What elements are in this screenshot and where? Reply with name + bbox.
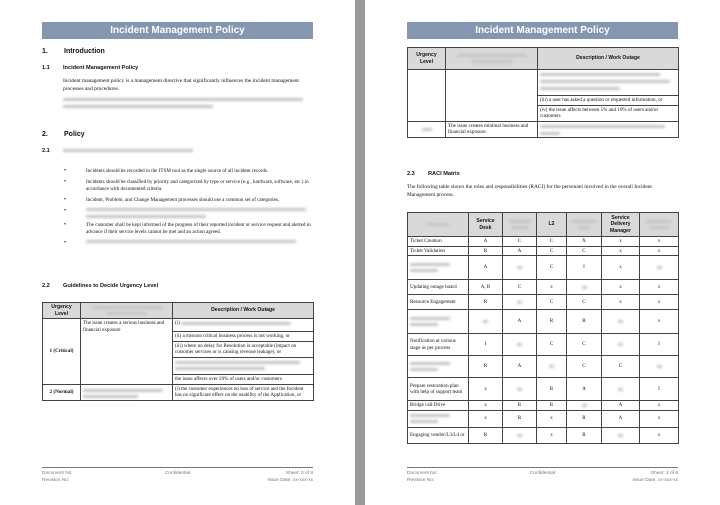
list-item: • Incidents should be recorded in the ITSM tool as the single source of all incident records. xyxy=(62,168,314,175)
table-header-description: Description / Work Outage xyxy=(538,48,679,70)
raci-header-redacted xyxy=(503,213,537,237)
raci-value-cell: C xyxy=(567,356,602,378)
raci-value-cell: R xyxy=(567,410,602,427)
raci-value-cell xyxy=(503,295,537,310)
raci-value-cell xyxy=(567,401,602,411)
raci-value-cell: C xyxy=(537,237,567,247)
raci-value-cell xyxy=(503,256,537,280)
raci-value-cell: R xyxy=(469,356,503,378)
raci-value-cell: A xyxy=(567,378,602,401)
raci-header-service-delivery-manager: Service Delivery Manager xyxy=(602,213,640,237)
raci-value-cell: R xyxy=(469,246,503,256)
raci-value-cell: x xyxy=(640,280,679,295)
table-header-redacted xyxy=(446,48,538,70)
raci-value-cell: A xyxy=(469,256,503,280)
raci-value-cell: R xyxy=(537,310,567,334)
raci-value-cell: R xyxy=(469,295,503,310)
list-item: • Incidents should be classified by priority and categorized by type or service (e.g., hardware, software, etc.) in accordance with documented criteria. xyxy=(62,179,314,193)
raci-value-cell xyxy=(602,378,640,401)
page-footer: Document No: Revision No: Confidential Sheet: 4 of 8 Issue Date: xx-xxx-xx xyxy=(407,467,678,484)
raci-value-cell: x xyxy=(602,237,640,247)
raci-value-cell: I xyxy=(640,334,679,356)
list-item-redacted xyxy=(62,208,314,218)
raci-value-cell: x xyxy=(602,280,640,295)
raci-value-cell: x xyxy=(640,401,679,411)
raci-value-cell: A xyxy=(503,246,537,256)
raci-value-cell: x xyxy=(537,280,567,295)
raci-value-cell: x xyxy=(469,401,503,411)
raci-value-cell xyxy=(602,427,640,443)
raci-row xyxy=(408,427,679,443)
impact-cell-redacted xyxy=(81,384,173,400)
raci-row xyxy=(408,246,679,256)
redacted-paragraph xyxy=(63,98,313,108)
page-title-banner: Incident Management Policy xyxy=(407,22,678,39)
raci-value-cell xyxy=(602,334,640,356)
raci-value-cell xyxy=(503,334,537,356)
intro-paragraph: Incident management policy is a management directive that significantly influences the incident management processes and procedures. xyxy=(63,78,299,92)
impact-cell: The issue creates a serious business and financial exposure xyxy=(81,319,173,384)
document-page-3: Incident Management Policy 1. Introduction 1.1 Incident Management Policy Incident management policy is a management directive that significantly influences the incident management processes and procedures. 2. Policy 2.1 • Incidents should be recorded in the ITSM tool as the single source of all incident records. • Incidents should be classified by priority and categorized by type or service (e.g., hardware, software, etc.) in accordance with documented criteria. • Incident, Problem, and Change Management processes should use a common set of categories. • • The customer shall be kept informed of the progress of their reported incident or service request and alerted in advance if their service levels cannot be met and an action agreed. • 2.2 Guidelines to Decide Urgency Level Urgency Level Description / Work Outage 1 (Critical) The issue creates a serious business and financial exposure (i) (ii) a mission critical business process is not working, or (iii) where no delay for Resolution is acceptable (impact on customer services or is causing revenue leakage), or the issue affects over 20% of users and/or customers 2 (Normal) (i) the customer experiences no loss of service and the Incident has no significant effect on the usability of the Application, or Document No: Revision No: Confidential Sheet: 3 of 8 Issue Date: xx-xxx-xx xyxy=(0,0,355,505)
raci-activity-cell: Prepare restoration plan with help of support team xyxy=(408,378,469,401)
raci-value-cell: I xyxy=(567,256,602,280)
raci-value-cell: x xyxy=(537,427,567,443)
impact-cell: The issue creates minimal business and financial exposure. xyxy=(446,121,538,137)
raci-value-cell: C xyxy=(537,334,567,356)
raci-row xyxy=(408,401,679,411)
raci-value-cell xyxy=(537,356,567,378)
raci-value-cell: R xyxy=(503,410,537,427)
page-footer: Document No: Revision No: Confidential Sheet: 3 of 8 Issue Date: xx-xxx-xx xyxy=(42,467,313,484)
raci-value-cell xyxy=(469,310,503,334)
table-row xyxy=(408,70,679,96)
raci-header-activity xyxy=(408,213,469,237)
raci-value-cell xyxy=(640,356,679,378)
raci-value-cell: X xyxy=(567,237,602,247)
raci-header-service-desk: Service Desk xyxy=(469,213,503,237)
raci-value-cell: C xyxy=(503,280,537,295)
page-title-banner: Incident Management Policy xyxy=(42,22,313,39)
raci-value-cell: I xyxy=(469,334,503,356)
page-gutter xyxy=(355,0,365,505)
urgency-level-cell: 2 (Normal) xyxy=(43,384,81,400)
description-cell: (iii) where no delay for Resolution is acceptable (impact on customer services or is causing revenue leakage), or xyxy=(173,341,314,357)
raci-value-cell: x xyxy=(469,378,503,401)
raci-value-cell: x xyxy=(469,410,503,427)
raci-value-cell: R xyxy=(469,427,503,443)
table-header-urgency: Urgency Level xyxy=(43,303,81,319)
raci-header-redacted xyxy=(567,213,602,237)
urgency-level-cell: 1 (Critical) xyxy=(43,319,81,384)
raci-intro-paragraph: The following table shows the roles and responsibilities (RACI) for the personnel involved in the overall Incident Management process. xyxy=(407,184,652,198)
raci-value-cell: x xyxy=(602,295,640,310)
raci-activity-cell: Ticket Creation xyxy=(408,237,469,247)
raci-activity-cell: Engaging vendor/L3/L4 or xyxy=(408,427,469,443)
urgency-table-continued xyxy=(407,47,679,138)
urgency-level-cell-redacted xyxy=(408,121,446,137)
raci-value-cell: I xyxy=(640,378,679,401)
raci-value-cell: A, R xyxy=(469,280,503,295)
raci-value-cell: A xyxy=(602,401,640,411)
raci-value-cell: A xyxy=(602,410,640,427)
raci-value-cell: C xyxy=(537,246,567,256)
description-cell: (i) the customer experiences no loss of service and the Incident has no significant effect on the usability of the Application, or xyxy=(173,384,314,400)
table-header-description: Description / Work Outage xyxy=(173,303,314,319)
raci-row xyxy=(408,295,679,310)
raci-value-cell: C xyxy=(503,237,537,247)
policy-bullet-list xyxy=(62,168,314,247)
raci-value-cell: x xyxy=(602,256,640,280)
raci-value-cell xyxy=(640,256,679,280)
raci-activity-cell: Ticket Validation xyxy=(408,246,469,256)
raci-value-cell: A xyxy=(469,237,503,247)
raci-value-cell: x xyxy=(640,246,679,256)
raci-activity-cell: Resource Engagement xyxy=(408,295,469,310)
raci-header-redacted xyxy=(640,213,679,237)
raci-activity-cell xyxy=(408,256,469,280)
raci-activity-cell xyxy=(408,410,469,427)
raci-value-cell: C xyxy=(537,256,567,280)
table-row xyxy=(43,319,314,332)
description-cell: (iii) a user has asked a question or requested information, or xyxy=(538,96,679,106)
raci-value-cell xyxy=(567,280,602,295)
urgency-level-table xyxy=(42,302,314,401)
raci-value-cell: A xyxy=(503,310,537,334)
raci-row xyxy=(408,280,679,295)
raci-value-cell: x xyxy=(640,237,679,247)
list-item-redacted xyxy=(62,240,314,243)
raci-value-cell: R xyxy=(537,378,567,401)
raci-row xyxy=(408,310,679,334)
raci-value-cell: x xyxy=(537,410,567,427)
table-header-redacted xyxy=(81,303,173,319)
raci-row xyxy=(408,256,679,280)
raci-value-cell: x xyxy=(640,295,679,310)
raci-matrix-table xyxy=(407,212,679,444)
raci-row xyxy=(408,334,679,356)
raci-row xyxy=(408,378,679,401)
table-row xyxy=(408,121,679,137)
table-header-urgency: Urgency Level xyxy=(408,48,446,70)
raci-value-cell: A xyxy=(503,356,537,378)
raci-row xyxy=(408,237,679,247)
raci-value-cell: C xyxy=(537,295,567,310)
raci-value-cell: R xyxy=(503,401,537,411)
raci-value-cell: R xyxy=(567,310,602,334)
raci-activity-cell: Bridge call Drive xyxy=(408,401,469,411)
description-cell: (iv) the issue affects between 5% and 10% of users and/or customers xyxy=(538,105,679,121)
raci-value-cell: x xyxy=(602,246,640,256)
description-cell-redacted xyxy=(538,70,679,96)
document-page-4: Incident Management Policy Urgency Level Description / Work Outage (iii) a user has asked a question or requested information, or (iv) the issue affects between 5% and 10% of users and/or customers The issue creates minimal business and financial exposure. 2.3 RACI Matrix The following table shows the roles and responsibilities (RACI) for the personnel involved in the overall Incident Management process. Service Desk L2 Service Delivery Manager Ticket Creation A C C X x x Ticket Validation R A C C x x A C I x Updating outage board A, R C x x x Resource Engagement R C C x x A R R x Notification at various stage as per process I C C I R A C C Prepare restoration plan with help of support team x R A I Bridge call Drive x R R A x x R x R A x Engaging vendor/L3/L4 or R x R x Document No: Revision No: Confidential Sheet: 4 of 8 Issue Date: xx-xxx-xx xyxy=(365,0,720,505)
raci-value-cell: x xyxy=(640,410,679,427)
raci-value-cell: C xyxy=(567,295,602,310)
raci-row xyxy=(408,410,679,427)
raci-value-cell: R xyxy=(537,401,567,411)
raci-value-cell xyxy=(503,378,537,401)
description-cell: (i) xyxy=(173,319,314,332)
raci-value-cell xyxy=(503,427,537,443)
raci-value-cell: C xyxy=(567,246,602,256)
description-cell-redacted xyxy=(538,121,679,137)
raci-value-cell: C xyxy=(602,356,640,378)
raci-activity-cell xyxy=(408,356,469,378)
description-cell-redacted xyxy=(173,357,314,374)
raci-activity-cell: Notification at various stage as per process xyxy=(408,334,469,356)
raci-value-cell: x xyxy=(640,310,679,334)
raci-header-l2: L2 xyxy=(537,213,567,237)
raci-value-cell: x xyxy=(640,427,679,443)
raci-row xyxy=(408,356,679,378)
description-cell: the issue affects over 20% of users and/or customers xyxy=(173,374,314,384)
raci-activity-cell: Updating outage board xyxy=(408,280,469,295)
list-item: • Incident, Problem, and Change Management processes should use a common set of categories. xyxy=(62,197,314,204)
raci-activity-cell xyxy=(408,310,469,334)
list-item: • The customer shall be kept informed of the progress of their reported incident or service request and alerted in advance if their service levels cannot be met and an action agreed. xyxy=(62,222,314,236)
raci-value-cell: C xyxy=(567,334,602,356)
table-row xyxy=(43,384,314,400)
description-cell: (ii) a mission critical business process is not working, or xyxy=(173,332,314,342)
raci-value-cell xyxy=(602,310,640,334)
raci-value-cell: R xyxy=(567,427,602,443)
